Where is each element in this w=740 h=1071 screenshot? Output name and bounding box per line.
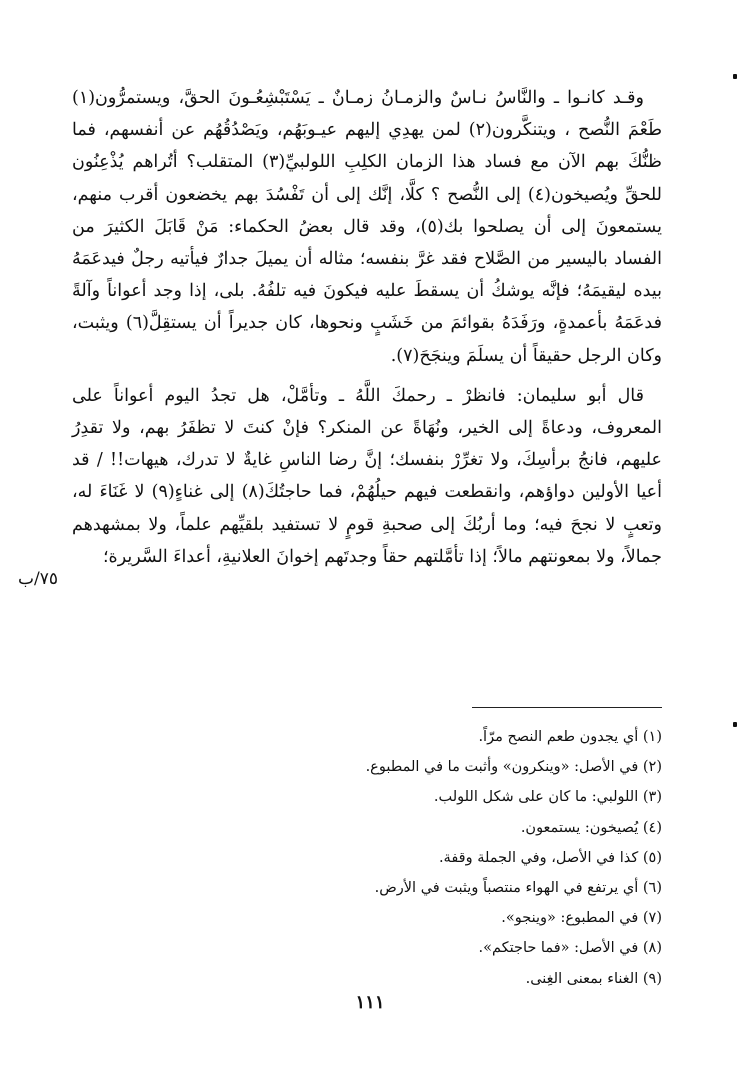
- footnote-item: (١) أي يجدون طعم النصح مرّاً.: [478, 729, 662, 745]
- footnote-item: (٦) أي يرتفع في الهواء منتصباً ويثبت في الأرض.: [374, 880, 662, 897]
- scan-mark-top: [733, 74, 737, 79]
- scan-mark-bottom: [733, 722, 737, 727]
- footnote-item: (٤) يُصيخون: يستمعون.: [520, 819, 662, 836]
- page-number: ١١١: [355, 992, 385, 1013]
- footnote-item: (٧) في المطبوع: «وينجو».: [501, 910, 662, 927]
- footnote-item: (٢) في الأصل: «وينكرون» وأثبت ما في المطبوع.: [365, 759, 662, 776]
- manuscript-folio-note: ٧٥/ب: [18, 569, 58, 589]
- footnote-item: (٥) كذا في الأصل، وفي الجملة وقفة.: [438, 849, 662, 866]
- paragraph-1: وقـد كانـوا ـ والنَّاسُ نـاسٌ والزمـانُ زمـانٌ ـ يَسْتَبْشِعُـونَ الحقَّ، ويستمرُّون(١) طَعْمَ النُّصح ، ويتنكَّرون(٢) لمن يهدِي إليهم عيـوبَهُم، ويَصْدُقُهُم عن أنفسهم، فما ظنُّكَ بهم الآن مع فساد هذا الزمان الكلِبِ اللولبيِّ(٣) المتقلب؟ أتُراهم يُذْعِنُون للحقِّ ويُصيخون(٤) إلى النُّصح ؟ كلَّا، إنَّك إلى أن تَفْسُدَ بهم يخضعون أقرب منهم، يستمعونَ إلى أن يصلحوا بك(٥)، وقد قال بعضُ الحكماء: مَنْ قَابَلَ الكثيرَ من الفساد باليسير من الصَّلاح فقد غرَّ بنفسه؛ مثاله أن يميلَ جدارٌ فيأتيه رجلٌ فيدعَمَهُ بيده ليقيمَهُ؛ فإنَّه يوشكُ أن يسقطَ عليه فيكونَ فيه تلفُهُ. بلى، إذا وجد أعواناً وآلةً فدعَمَهُ بأعمدةٍ، ورَفَدَهُ بقوائمَ من خَشَبٍ ونحوها، كان جديراً أن يستقِلَّ(٦) ويثبت، وكان الرجل حقيقاً أن يسلَمَ وينجَحَ(٧).: [72, 88, 662, 366]
- footnote-item: (٨) في الأصل: «فما حاجتكم».: [478, 940, 662, 957]
- footnote-item: (٩) الغناء بمعنى الغِنى.: [525, 970, 662, 987]
- footnotes-list: [72, 722, 662, 994]
- paragraph-2: قال أبو سليمان: فانظرْ ـ رحمكَ اللَّهُ ـ وتأمَّلْ، هل تجدُ اليوم أعواناً على المعروف، ودعاةً إلى الخير، ونُهَاةً عن المنكر؟ فإنْ كنتَ لا تظفَرُ بهم، ولا تقدِرُ عليهم، فانجُ برأسِكَ، ولا تغرِّرْ بنفسك؛ إنَّ رضا الناسِ غايةٌ لا تدرك، هيهات!! / قد أعيا الأولين دواؤهم، وانقطعت فيهم حيلُهُمْ، فما حاجتُكَ(٨) إلى غناءٍ(٩) لا غَنَاءَ له، وتعبٍ لا نجحَ فيه؛ وما أربُكَ إلى صحبةِ قومٍ لا تستفيد بلقيِّهم علماً، ولا بمشهدهم جمالاً، ولا بمعونتهم مالاً؛ إذا تأمَّلتهم حقاً وجدتَهم إخوانَ العلانيةِ، أعداءَ السَّريرة؛: [72, 385, 662, 567]
- footnote-divider: [472, 707, 662, 708]
- footnote-item: (٣) اللولبي: ما كان على شكل اللولب.: [433, 789, 662, 806]
- main-text: [72, 82, 662, 573]
